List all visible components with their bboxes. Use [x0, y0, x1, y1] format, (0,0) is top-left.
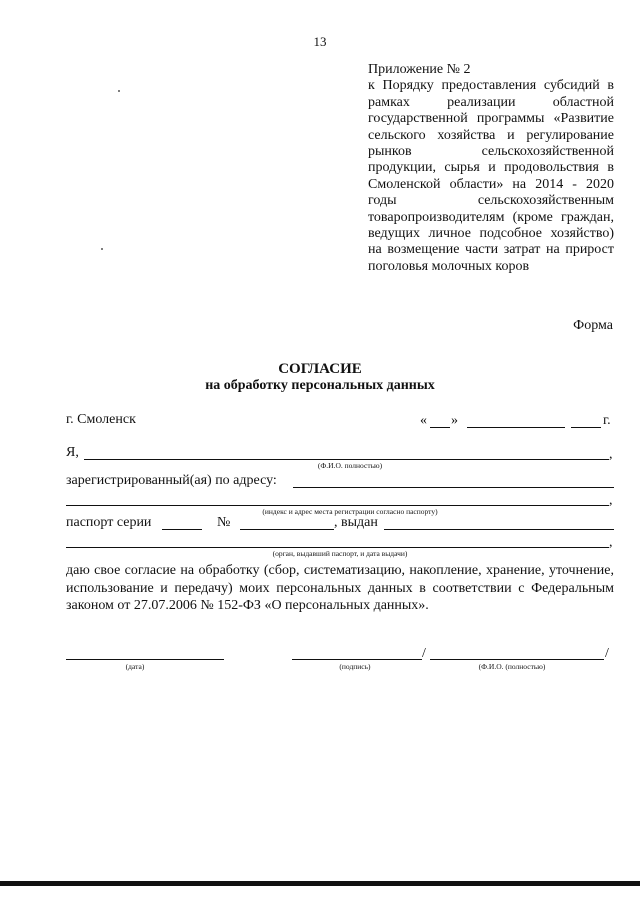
document-subtitle: на обработку персональных данных [205, 378, 435, 393]
fio-caption: (Ф.И.О. полностью) [317, 461, 383, 470]
signature-fio-caption: (Ф.И.О. (полностью) [478, 662, 546, 671]
appendix-body: к Порядку предоставления субсидий в рамках реализации областной государственной программы «Развитие сельского хозяйства и регулирование рынков сельскохозяйственной продукции, сырья и продовольствия в Смоленской области» на 2014 - 2020 годы сельскохозяйственным товаропроизводителям (кроме граждан, ведущих личное подсобное хозяйство) на возмещение части затрат на прирост поголовья молочных коров [368, 78, 614, 274]
passport-issued-label: , выдан [334, 515, 378, 530]
passport-number-sign: № [217, 515, 231, 530]
passport-issuer-field-line2[interactable] [66, 547, 609, 548]
address-field-line1[interactable] [293, 487, 614, 488]
passport-issuer-field-line1[interactable] [384, 529, 614, 530]
signature-date-field[interactable] [66, 659, 224, 660]
issuer-caption: (орган, выдавший паспорт, и дата выдачи) [272, 549, 408, 558]
appendix-block [368, 62, 614, 275]
signature-caption: (подпись) [339, 662, 371, 671]
document-title: СОГЛАСИЕ [278, 361, 362, 377]
form-label: Форма [573, 318, 613, 333]
passport-series-label: паспорт серии [66, 515, 152, 530]
signature-separator: / [422, 646, 426, 661]
fio-field[interactable] [84, 459, 609, 460]
address-comma: , [609, 493, 613, 508]
registered-label: зарегистрированный(ая) по адресу: [66, 473, 277, 488]
passport-number-field[interactable] [240, 529, 334, 530]
scan-speck [101, 248, 103, 250]
page-number: 13 [313, 34, 327, 49]
scan-edge-bar [0, 881, 640, 886]
date-year-suffix: г. [603, 413, 611, 428]
date-month-field[interactable] [467, 427, 565, 428]
date-open-quote: « [420, 413, 427, 428]
address-field-line2[interactable] [66, 505, 609, 506]
passport-comma: , [609, 535, 613, 550]
address-caption: (индекс и адрес места регистрации согласно паспорту) [262, 507, 438, 516]
passport-series-field[interactable] [162, 529, 202, 530]
city-label: г. Смоленск [66, 412, 136, 427]
consent-text: даю свое согласие на обработку (сбор, систематизацию, накопление, хранение, уточнение, использование и передачу) моих персональных данных в соответствии с Федеральным законом от 27.07.2006 № 152-ФЗ «О персональных данных». [66, 563, 614, 613]
date-day-field[interactable] [430, 427, 450, 428]
signature-field[interactable] [292, 659, 422, 660]
scan-speck [118, 90, 120, 92]
date-year-field[interactable] [571, 427, 601, 428]
signature-end-slash: / [605, 646, 609, 661]
date-close-quote: » [451, 413, 458, 428]
appendix-title: Приложение № 2 [368, 62, 471, 77]
signature-fio-field[interactable] [430, 659, 604, 660]
i-label: Я, [66, 445, 79, 460]
fio-comma: , [609, 447, 613, 462]
signature-date-caption: (дата) [125, 662, 145, 671]
